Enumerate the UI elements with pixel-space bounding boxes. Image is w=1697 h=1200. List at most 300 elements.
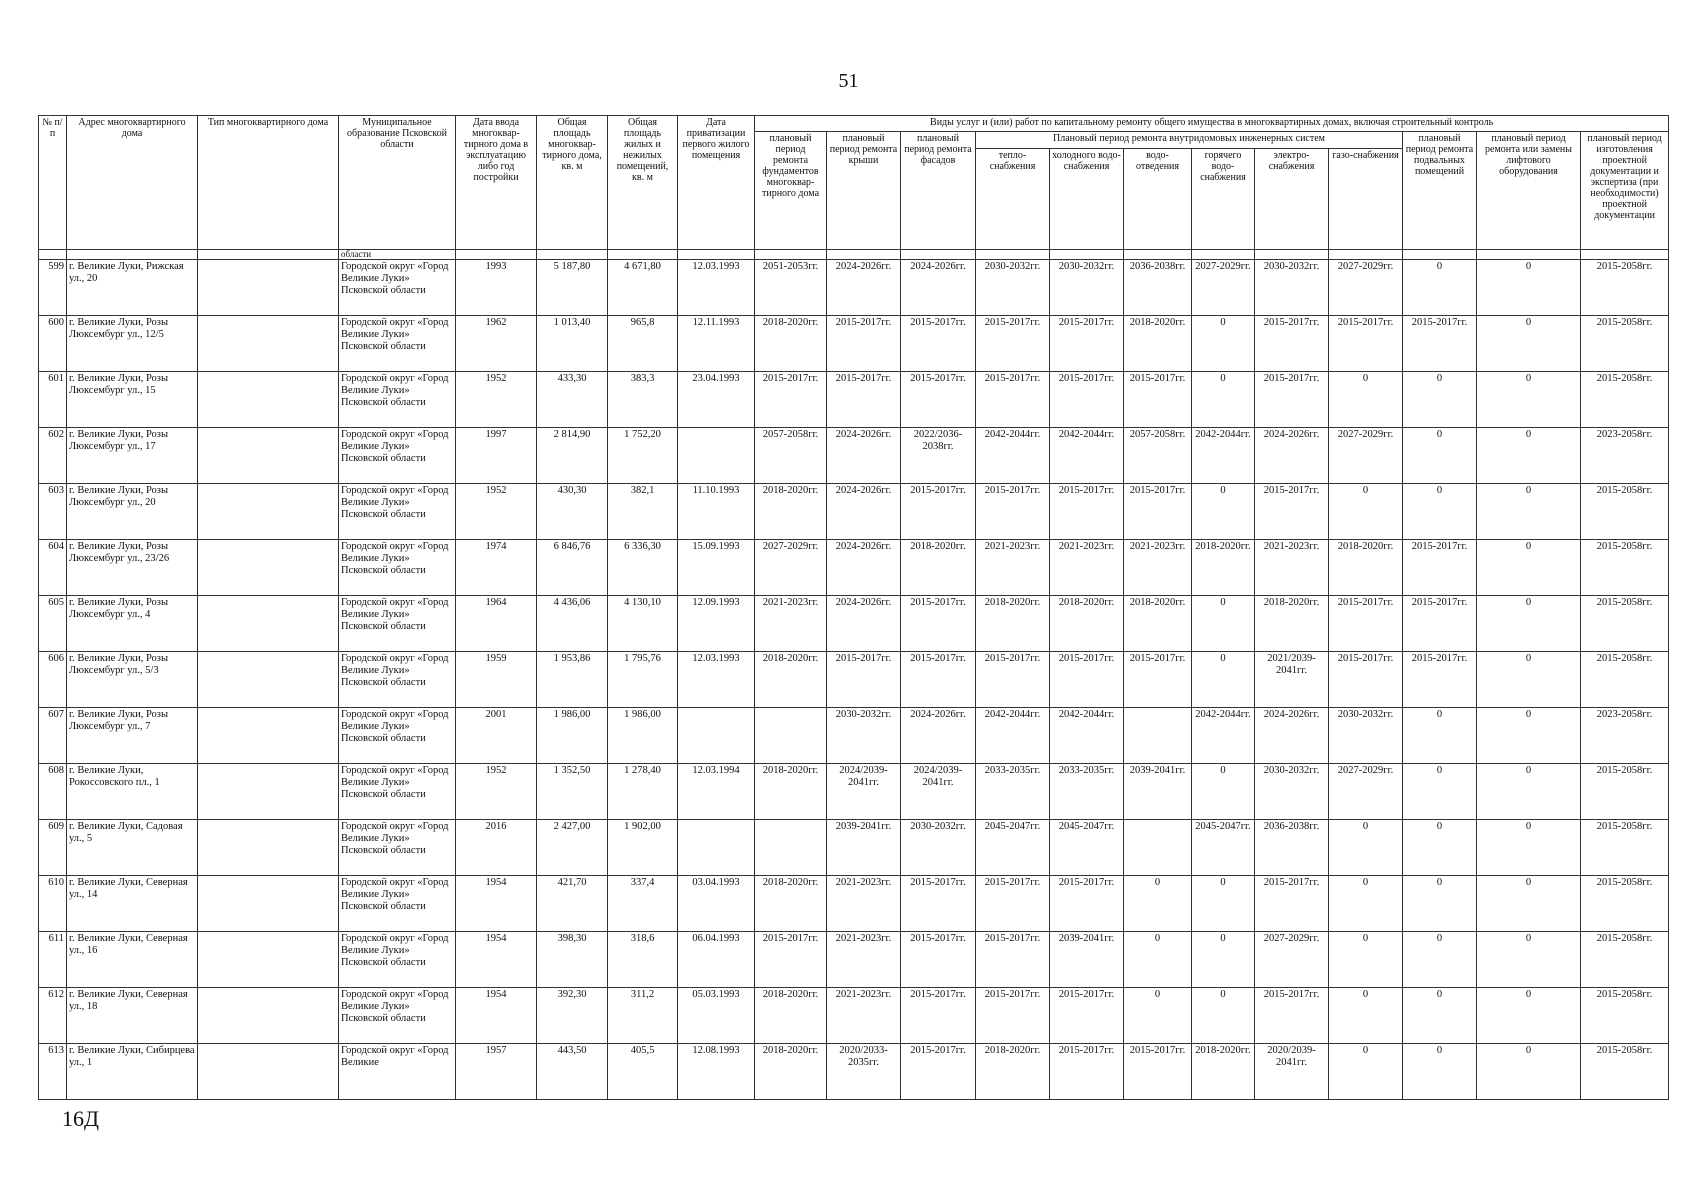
- cell-facade: 2015-2017гг.: [901, 316, 976, 372]
- cell-municipality: Городской округ «Город Великие Луки» Псковской области: [339, 708, 456, 764]
- cell-facade: 2015-2017гг.: [901, 372, 976, 428]
- cell-living-area: 4 671,80: [608, 260, 678, 316]
- cell-foundation: 2018-2020гг.: [755, 316, 827, 372]
- cell-address: г. Великие Луки, Розы Люксембург ул., 20: [67, 484, 198, 540]
- cell-drainage: 2036-2038гг.: [1124, 260, 1192, 316]
- cell-address: г. Великие Луки, Розы Люксембург ул., 12/5: [67, 316, 198, 372]
- cell-electric: 2021/2039-2041гг.: [1255, 652, 1329, 708]
- cell-electric: 2015-2017гг.: [1255, 988, 1329, 1044]
- cell-num: 599: [39, 260, 67, 316]
- cell-electric: 2027-2029гг.: [1255, 932, 1329, 988]
- cell-heat: 2015-2017гг.: [976, 484, 1050, 540]
- cell-year: 1954: [456, 988, 537, 1044]
- cell-heat: 2015-2017гг.: [976, 316, 1050, 372]
- cell-hot-water: 0: [1192, 484, 1255, 540]
- cell-roof: 2039-2041гг.: [827, 820, 901, 876]
- cell-drainage: 0: [1124, 988, 1192, 1044]
- table-body: [39, 250, 1669, 1100]
- cell-design: 2023-2058гг.: [1581, 428, 1669, 484]
- cell-municipality: Городской округ «Город Великие Луки» Псковской области: [339, 596, 456, 652]
- cell-facade: 2015-2017гг.: [901, 652, 976, 708]
- cell-type: [198, 708, 339, 764]
- cell-year: 1959: [456, 652, 537, 708]
- cell-foundation: 2018-2020гг.: [755, 1044, 827, 1100]
- cell-basement: 2015-2017гг.: [1403, 652, 1477, 708]
- header-design: плановый период изготовления проектной документации и экспертиза (при необходимости) проектной документации: [1581, 132, 1669, 250]
- cell-num: 608: [39, 764, 67, 820]
- cell-roof: 2020/2033-2035гг.: [827, 1044, 901, 1100]
- cell-year: 1957: [456, 1044, 537, 1100]
- cell-address: г. Великие Луки, Рокоссовского пл., 1: [67, 764, 198, 820]
- cell-basement: 0: [1403, 988, 1477, 1044]
- cell-electric: 2015-2017гг.: [1255, 316, 1329, 372]
- cell-type: [198, 652, 339, 708]
- cell-municipality: Городской округ «Город Великие Луки» Псковской области: [339, 764, 456, 820]
- header-elevator: плановый период ремонта или замены лифтового оборудования: [1477, 132, 1581, 250]
- cell-design: 2015-2058гг.: [1581, 988, 1669, 1044]
- cell-year: 1952: [456, 372, 537, 428]
- cell-facade: 2015-2017гг.: [901, 988, 976, 1044]
- cell-cold-water: 2015-2017гг.: [1050, 1044, 1124, 1100]
- cell-heat: 2021-2023гг.: [976, 540, 1050, 596]
- header-basement: плановый период ремонта подвальных помещений: [1403, 132, 1477, 250]
- cell-living-area: 382,1: [608, 484, 678, 540]
- cell-heat: 2018-2020гг.: [976, 1044, 1050, 1100]
- cell-living-area: 1 986,00: [608, 708, 678, 764]
- table-row: [39, 764, 1669, 820]
- cell-basement: 0: [1403, 820, 1477, 876]
- cell-num: 602: [39, 428, 67, 484]
- cell-basement: 0: [1403, 428, 1477, 484]
- header-roof: плановый период ремонта крыши: [827, 132, 901, 250]
- cell-cold-water: 2042-2044гг.: [1050, 428, 1124, 484]
- cell-basement: 2015-2017гг.: [1403, 540, 1477, 596]
- cell-gas: 2027-2029гг.: [1329, 428, 1403, 484]
- cell-living-area: 1 752,20: [608, 428, 678, 484]
- cell-privatization: 12.03.1993: [678, 652, 755, 708]
- cell-total-area: 392,30: [537, 988, 608, 1044]
- cell-type: [198, 372, 339, 428]
- cell-basement: 0: [1403, 876, 1477, 932]
- cell-living-area: 337,4: [608, 876, 678, 932]
- cell-privatization: 15.09.1993: [678, 540, 755, 596]
- cell-hot-water: 2042-2044гг.: [1192, 428, 1255, 484]
- cell-type: [198, 820, 339, 876]
- cell-total-area: 5 187,80: [537, 260, 608, 316]
- cell-drainage: 2018-2020гг.: [1124, 596, 1192, 652]
- cell-living-area: 1 278,40: [608, 764, 678, 820]
- cell-facade: 2024-2026гг.: [901, 708, 976, 764]
- cell-hot-water: 2018-2020гг.: [1192, 1044, 1255, 1100]
- cell-electric: 2030-2032гг.: [1255, 260, 1329, 316]
- cell-heat: 2018-2020гг.: [976, 596, 1050, 652]
- cell-total-area: 1 953,86: [537, 652, 608, 708]
- table-row: [39, 876, 1669, 932]
- cell-num: 603: [39, 484, 67, 540]
- table-row: [39, 540, 1669, 596]
- cell-foundation: 2018-2020гг.: [755, 876, 827, 932]
- cell-num: 609: [39, 820, 67, 876]
- cell-total-area: 2 427,00: [537, 820, 608, 876]
- cell-drainage: 2015-2017гг.: [1124, 652, 1192, 708]
- cell-heat: 2045-2047гг.: [976, 820, 1050, 876]
- cell-privatization: [678, 708, 755, 764]
- cell-roof: 2024-2026гг.: [827, 596, 901, 652]
- cell-drainage: [1124, 820, 1192, 876]
- cell-design: 2015-2058гг.: [1581, 484, 1669, 540]
- table-row: [39, 820, 1669, 876]
- cell-privatization: 12.03.1993: [678, 260, 755, 316]
- cell-basement: 0: [1403, 260, 1477, 316]
- header-type: Тип многоквартирного дома: [198, 116, 339, 250]
- cell-gas: 0: [1329, 988, 1403, 1044]
- header-municipality: Муниципальное образование Псковской области: [339, 116, 456, 250]
- cell-cold-water: 2015-2017гг.: [1050, 988, 1124, 1044]
- cell-drainage: 2015-2017гг.: [1124, 372, 1192, 428]
- cell-roof: 2024-2026гг.: [827, 540, 901, 596]
- cell-drainage: 2015-2017гг.: [1124, 1044, 1192, 1100]
- cell-address: г. Великие Луки, Садовая ул., 5: [67, 820, 198, 876]
- cell-type: [198, 932, 339, 988]
- cell-municipality: Городской округ «Город Великие Луки» Псковской области: [339, 484, 456, 540]
- cell-foundation: 2018-2020гг.: [755, 764, 827, 820]
- cell-heat: 2042-2044гг.: [976, 708, 1050, 764]
- cell-facade: 2015-2017гг.: [901, 484, 976, 540]
- cell-type: [198, 484, 339, 540]
- cell-year: 2001: [456, 708, 537, 764]
- cell-living-area: 4 130,10: [608, 596, 678, 652]
- carry-over-row: [39, 250, 1669, 260]
- cell-heat: 2033-2035гг.: [976, 764, 1050, 820]
- header-address: Адрес многоквартирного дома: [67, 116, 198, 250]
- cell-municipality: Городской округ «Город Великие Луки» Псковской области: [339, 932, 456, 988]
- cell-elevator: 0: [1477, 540, 1581, 596]
- header-living-area: Общая площадь жилых и нежилых помещений, кв. м: [608, 116, 678, 250]
- cell-cold-water: 2015-2017гг.: [1050, 316, 1124, 372]
- cell-design: 2015-2058гг.: [1581, 596, 1669, 652]
- cell-num: 613: [39, 1044, 67, 1100]
- cell-cold-water: 2018-2020гг.: [1050, 596, 1124, 652]
- cell-elevator: 0: [1477, 1044, 1581, 1100]
- cell-facade: 2018-2020гг.: [901, 540, 976, 596]
- cell-drainage: 2018-2020гг.: [1124, 316, 1192, 372]
- header-hot-water: горячего водо-снабжения: [1192, 149, 1255, 250]
- cell-living-area: 1 795,76: [608, 652, 678, 708]
- cell-design: 2015-2058гг.: [1581, 540, 1669, 596]
- header-works-group: Виды услуг и (или) работ по капитальному ремонту общего имущества в многоквартирных домах, включая строительный контроль: [755, 116, 1669, 132]
- cell-elevator: 0: [1477, 484, 1581, 540]
- cell-foundation: 2021-2023гг.: [755, 596, 827, 652]
- cell-gas: 0: [1329, 932, 1403, 988]
- cell-year: 1993: [456, 260, 537, 316]
- cell-heat: 2015-2017гг.: [976, 876, 1050, 932]
- cell-design: 2015-2058гг.: [1581, 876, 1669, 932]
- cell-cold-water: 2015-2017гг.: [1050, 652, 1124, 708]
- cell-basement: 0: [1403, 764, 1477, 820]
- header-privatization-date: Дата приватизации первого жилого помещения: [678, 116, 755, 250]
- cell-elevator: 0: [1477, 932, 1581, 988]
- cell-cold-water: 2042-2044гг.: [1050, 708, 1124, 764]
- cell-total-area: 1 352,50: [537, 764, 608, 820]
- cell-year: 1997: [456, 428, 537, 484]
- table-row: [39, 988, 1669, 1044]
- cell-electric: 2015-2017гг.: [1255, 484, 1329, 540]
- table-row: [39, 932, 1669, 988]
- cell-electric: 2015-2017гг.: [1255, 372, 1329, 428]
- cell-facade: 2022/2036-2038гг.: [901, 428, 976, 484]
- cell-roof: 2030-2032гг.: [827, 708, 901, 764]
- cell-elevator: 0: [1477, 428, 1581, 484]
- cell-address: г. Великие Луки, Рижская ул., 20: [67, 260, 198, 316]
- cell-hot-water: 2027-2029гг.: [1192, 260, 1255, 316]
- cell-drainage: 2015-2017гг.: [1124, 484, 1192, 540]
- header-drainage: водо-отведения: [1124, 149, 1192, 250]
- cell-gas: 0: [1329, 876, 1403, 932]
- header-cold-water: холодного водо-снабжения: [1050, 149, 1124, 250]
- cell-address: г. Великие Луки, Розы Люксембург ул., 15: [67, 372, 198, 428]
- cell-roof: 2021-2023гг.: [827, 932, 901, 988]
- cell-drainage: [1124, 708, 1192, 764]
- cell-roof: 2024/2039-2041гг.: [827, 764, 901, 820]
- cell-basement: 0: [1403, 932, 1477, 988]
- cell-roof: 2024-2026гг.: [827, 428, 901, 484]
- cell-heat: 2015-2017гг.: [976, 372, 1050, 428]
- cell-cold-water: 2033-2035гг.: [1050, 764, 1124, 820]
- cell-design: 2015-2058гг.: [1581, 372, 1669, 428]
- cell-electric: 2030-2032гг.: [1255, 764, 1329, 820]
- table-row: [39, 652, 1669, 708]
- cell-elevator: 0: [1477, 876, 1581, 932]
- cell-basement: 0: [1403, 484, 1477, 540]
- cell-living-area: 1 902,00: [608, 820, 678, 876]
- cell-design: 2015-2058гг.: [1581, 316, 1669, 372]
- cell-hot-water: 0: [1192, 764, 1255, 820]
- header-facade: плановый период ремонта фасадов: [901, 132, 976, 250]
- cell-year: 1954: [456, 876, 537, 932]
- cell-municipality: Городской округ «Город Великие Луки» Псковской области: [339, 316, 456, 372]
- cell-privatization: 05.03.1993: [678, 988, 755, 1044]
- cell-address: г. Великие Луки, Северная ул., 14: [67, 876, 198, 932]
- cell-privatization: 12.03.1994: [678, 764, 755, 820]
- cell-electric: 2018-2020гг.: [1255, 596, 1329, 652]
- carry-over-text: области: [339, 250, 456, 260]
- cell-address: г. Великие Луки, Розы Люксембург ул., 7: [67, 708, 198, 764]
- cell-hot-water: 2018-2020гг.: [1192, 540, 1255, 596]
- cell-total-area: 1 013,40: [537, 316, 608, 372]
- cell-roof: 2015-2017гг.: [827, 652, 901, 708]
- cell-municipality: Городской округ «Город Великие Луки» Псковской области: [339, 988, 456, 1044]
- cell-foundation: [755, 708, 827, 764]
- cell-municipality: Городской округ «Город Великие Луки» Псковской области: [339, 260, 456, 316]
- header-heat: тепло-снабжения: [976, 149, 1050, 250]
- cell-elevator: 0: [1477, 372, 1581, 428]
- cell-elevator: 0: [1477, 260, 1581, 316]
- cell-basement: 0: [1403, 708, 1477, 764]
- cell-num: 611: [39, 932, 67, 988]
- table-row: [39, 708, 1669, 764]
- cell-type: [198, 876, 339, 932]
- cell-total-area: 443,50: [537, 1044, 608, 1100]
- cell-design: 2015-2058гг.: [1581, 820, 1669, 876]
- cell-type: [198, 260, 339, 316]
- cell-type: [198, 764, 339, 820]
- cell-num: 605: [39, 596, 67, 652]
- cell-cold-water: 2015-2017гг.: [1050, 876, 1124, 932]
- cell-address: г. Великие Луки, Розы Люксембург ул., 17: [67, 428, 198, 484]
- cell-drainage: 2057-2058гг.: [1124, 428, 1192, 484]
- cell-cold-water: 2030-2032гг.: [1050, 260, 1124, 316]
- cell-hot-water: 0: [1192, 988, 1255, 1044]
- table-row: [39, 484, 1669, 540]
- cell-municipality: Городской округ «Город Великие Луки» Псковской области: [339, 876, 456, 932]
- cell-type: [198, 1044, 339, 1100]
- cell-total-area: 398,30: [537, 932, 608, 988]
- cell-year: 1954: [456, 932, 537, 988]
- cell-roof: 2024-2026гг.: [827, 260, 901, 316]
- cell-hot-water: 0: [1192, 652, 1255, 708]
- cell-heat: 2015-2017гг.: [976, 988, 1050, 1044]
- footer-code: 16Д: [62, 1106, 100, 1131]
- header-foundation: плановый период ремонта фундаментов многоквар-тирного дома: [755, 132, 827, 250]
- cell-cold-water: 2021-2023гг.: [1050, 540, 1124, 596]
- cell-privatization: 06.04.1993: [678, 932, 755, 988]
- cell-heat: 2042-2044гг.: [976, 428, 1050, 484]
- cell-roof: 2021-2023гг.: [827, 988, 901, 1044]
- cell-elevator: 0: [1477, 764, 1581, 820]
- cell-total-area: 4 436,06: [537, 596, 608, 652]
- cell-type: [198, 316, 339, 372]
- cell-privatization: 12.08.1993: [678, 1044, 755, 1100]
- cell-electric: 2020/2039-2041гг.: [1255, 1044, 1329, 1100]
- cell-address: г. Великие Луки, Розы Люксембург ул., 4: [67, 596, 198, 652]
- cell-design: 2015-2058гг.: [1581, 1044, 1669, 1100]
- cell-privatization: 11.10.1993: [678, 484, 755, 540]
- cell-year: 1952: [456, 764, 537, 820]
- cell-gas: 0: [1329, 1044, 1403, 1100]
- table-row: [39, 372, 1669, 428]
- cell-hot-water: 0: [1192, 596, 1255, 652]
- cell-living-area: 6 336,30: [608, 540, 678, 596]
- cell-privatization: 12.11.1993: [678, 316, 755, 372]
- cell-gas: 2027-2029гг.: [1329, 764, 1403, 820]
- cell-facade: 2015-2017гг.: [901, 596, 976, 652]
- cell-basement: 2015-2017гг.: [1403, 316, 1477, 372]
- header-num: № п/п: [39, 116, 67, 250]
- cell-drainage: 0: [1124, 876, 1192, 932]
- cell-privatization: [678, 428, 755, 484]
- cell-gas: 2015-2017гг.: [1329, 316, 1403, 372]
- cell-electric: 2024-2026гг.: [1255, 708, 1329, 764]
- cell-basement: 2015-2017гг.: [1403, 596, 1477, 652]
- cell-foundation: 2027-2029гг.: [755, 540, 827, 596]
- cell-total-area: 6 846,76: [537, 540, 608, 596]
- cell-roof: 2015-2017гг.: [827, 372, 901, 428]
- cell-num: 612: [39, 988, 67, 1044]
- cell-cold-water: 2015-2017гг.: [1050, 372, 1124, 428]
- cell-electric: 2021-2023гг.: [1255, 540, 1329, 596]
- cell-num: 610: [39, 876, 67, 932]
- cell-address: г. Великие Луки, Северная ул., 18: [67, 988, 198, 1044]
- cell-gas: 2027-2029гг.: [1329, 260, 1403, 316]
- cell-gas: 0: [1329, 820, 1403, 876]
- cell-gas: 2015-2017гг.: [1329, 596, 1403, 652]
- cell-total-area: 433,30: [537, 372, 608, 428]
- cell-cold-water: 2039-2041гг.: [1050, 932, 1124, 988]
- cell-facade: 2015-2017гг.: [901, 876, 976, 932]
- cell-type: [198, 428, 339, 484]
- cell-cold-water: 2015-2017гг.: [1050, 484, 1124, 540]
- header-commission-date: Дата ввода многоквар-тирного дома в эксплуатацию либо год постройки: [456, 116, 537, 250]
- cell-elevator: 0: [1477, 820, 1581, 876]
- table-row: [39, 428, 1669, 484]
- table-row: [39, 316, 1669, 372]
- cell-facade: 2024-2026гг.: [901, 260, 976, 316]
- cell-num: 601: [39, 372, 67, 428]
- cell-address: г. Великие Луки, Сибирцева ул., 1: [67, 1044, 198, 1100]
- cell-living-area: 318,6: [608, 932, 678, 988]
- cell-year: 1962: [456, 316, 537, 372]
- cell-foundation: [755, 820, 827, 876]
- header-total-area: Общая площадь многоквар-тирного дома, кв. м: [537, 116, 608, 250]
- cell-living-area: 311,2: [608, 988, 678, 1044]
- cell-living-area: 965,8: [608, 316, 678, 372]
- cell-municipality: Городской округ «Город Великие Луки» Псковской области: [339, 372, 456, 428]
- cell-basement: 0: [1403, 1044, 1477, 1100]
- cell-year: 1952: [456, 484, 537, 540]
- cell-hot-water: 0: [1192, 372, 1255, 428]
- cell-total-area: 1 986,00: [537, 708, 608, 764]
- cell-roof: 2024-2026гг.: [827, 484, 901, 540]
- cell-design: 2015-2058гг.: [1581, 260, 1669, 316]
- cell-facade: 2024/2039-2041гг.: [901, 764, 976, 820]
- cell-drainage: 2039-2041гг.: [1124, 764, 1192, 820]
- cell-design: 2015-2058гг.: [1581, 764, 1669, 820]
- cell-privatization: 03.04.1993: [678, 876, 755, 932]
- cell-drainage: 2021-2023гг.: [1124, 540, 1192, 596]
- cell-foundation: 2015-2017гг.: [755, 932, 827, 988]
- table-row: [39, 596, 1669, 652]
- cell-gas: 2030-2032гг.: [1329, 708, 1403, 764]
- cell-heat: 2030-2032гг.: [976, 260, 1050, 316]
- cell-year: 2016: [456, 820, 537, 876]
- cell-type: [198, 988, 339, 1044]
- cell-municipality: Городской округ «Город Великие: [339, 1044, 456, 1100]
- cell-address: г. Великие Луки, Северная ул., 16: [67, 932, 198, 988]
- cell-foundation: 2018-2020гг.: [755, 988, 827, 1044]
- cell-gas: 0: [1329, 484, 1403, 540]
- cell-privatization: 23.04.1993: [678, 372, 755, 428]
- cell-elevator: 0: [1477, 596, 1581, 652]
- cell-foundation: 2018-2020гг.: [755, 484, 827, 540]
- cell-heat: 2015-2017гг.: [976, 932, 1050, 988]
- cell-foundation: 2015-2017гг.: [755, 372, 827, 428]
- cell-facade: 2015-2017гг.: [901, 932, 976, 988]
- cell-living-area: 383,3: [608, 372, 678, 428]
- cell-municipality: Городской округ «Город Великие Луки» Псковской области: [339, 652, 456, 708]
- cell-total-area: 2 814,90: [537, 428, 608, 484]
- capital-repair-table: [38, 115, 1669, 1100]
- cell-electric: 2015-2017гг.: [1255, 876, 1329, 932]
- cell-year: 1964: [456, 596, 537, 652]
- cell-num: 607: [39, 708, 67, 764]
- header-electric: электро-снабжения: [1255, 149, 1329, 250]
- cell-total-area: 421,70: [537, 876, 608, 932]
- cell-total-area: 430,30: [537, 484, 608, 540]
- cell-municipality: Городской округ «Город Великие Луки» Псковской области: [339, 428, 456, 484]
- cell-privatization: 12.09.1993: [678, 596, 755, 652]
- cell-gas: 2015-2017гг.: [1329, 652, 1403, 708]
- cell-design: 2015-2058гг.: [1581, 932, 1669, 988]
